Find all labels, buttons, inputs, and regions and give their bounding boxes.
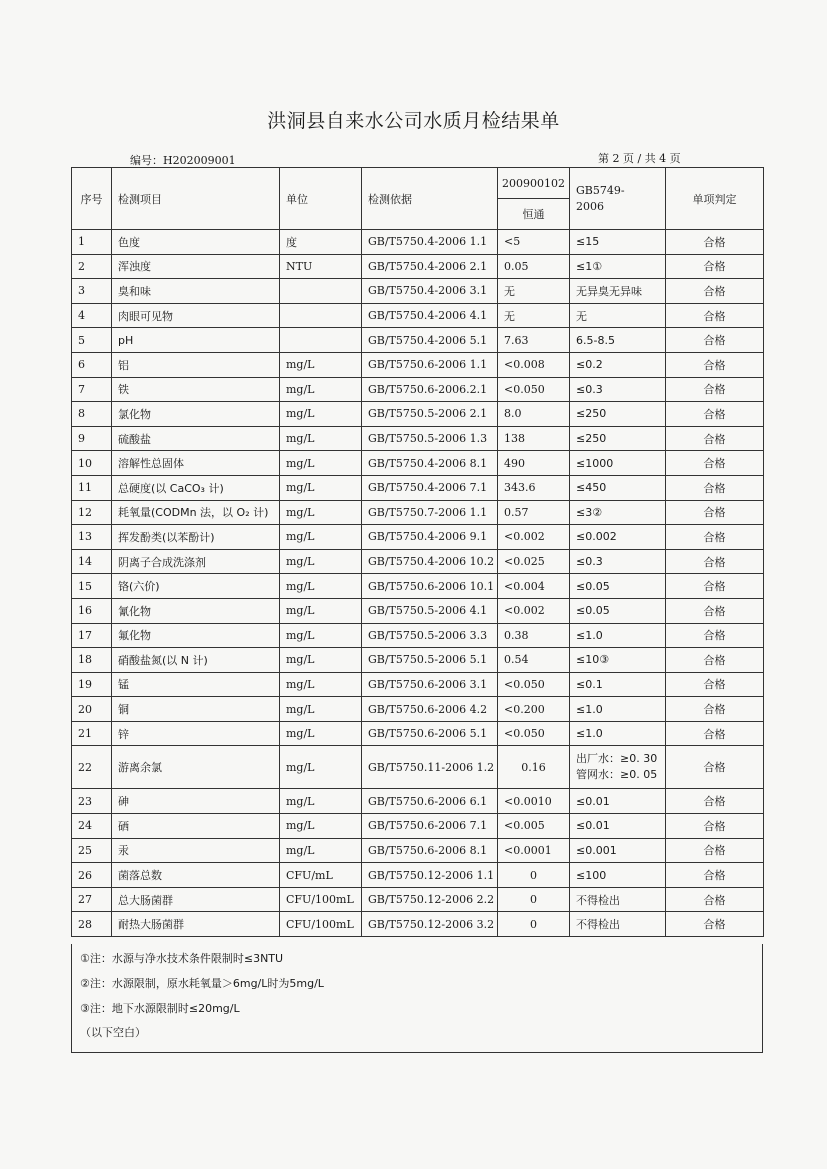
header-standard-line2: 2006 xyxy=(576,199,604,213)
row-verdict: 合格 xyxy=(666,912,764,937)
row-item: 游离余氯 xyxy=(112,746,280,789)
row-item: 浑浊度 xyxy=(112,254,280,279)
row-item: 铝 xyxy=(112,352,280,377)
row-no: 9 xyxy=(72,426,112,451)
row-basis: GB/T5750.6-2006 5.1 xyxy=(362,721,498,746)
row-limit: ≤1000 xyxy=(570,451,666,476)
row-result: <0.0010 xyxy=(498,789,570,814)
row-basis: GB/T5750.4-2006 5.1 xyxy=(362,328,498,353)
row-item: 耗氧量(CODMn 法，以 O₂ 计) xyxy=(112,500,280,525)
row-item: 铜 xyxy=(112,697,280,722)
row-no: 26 xyxy=(72,863,112,888)
row-unit: mg/L xyxy=(280,352,362,377)
row-limit: 不得检出 xyxy=(570,912,666,937)
row-unit: mg/L xyxy=(280,814,362,839)
row-limit-line: 管网水：≥0. 05 xyxy=(576,768,658,782)
row-no: 8 xyxy=(72,402,112,427)
row-no: 24 xyxy=(72,814,112,839)
row-verdict: 合格 xyxy=(666,814,764,839)
row-verdict: 合格 xyxy=(666,500,764,525)
row-limit: ≤0.001 xyxy=(570,838,666,863)
row-basis: GB/T5750.6-2006 4.2 xyxy=(362,697,498,722)
row-unit: mg/L xyxy=(280,721,362,746)
row-unit: CFU/100mL xyxy=(280,912,362,937)
row-item: 锌 xyxy=(112,721,280,746)
row-result: <0.050 xyxy=(498,672,570,697)
row-no: 7 xyxy=(72,377,112,402)
row-limit: 无 xyxy=(570,303,666,328)
row-result: 0.38 xyxy=(498,623,570,648)
row-unit: CFU/mL xyxy=(280,863,362,888)
row-basis: GB/T5750.4-2006 3.1 xyxy=(362,279,498,304)
row-verdict: 合格 xyxy=(666,672,764,697)
row-result: <0.050 xyxy=(498,377,570,402)
row-item: 砷 xyxy=(112,789,280,814)
row-verdict: 合格 xyxy=(666,303,764,328)
table-row xyxy=(72,746,764,789)
row-limit: ≤100 xyxy=(570,863,666,888)
row-no: 10 xyxy=(72,451,112,476)
row-verdict: 合格 xyxy=(666,475,764,500)
table-row xyxy=(72,574,764,599)
row-item: 锰 xyxy=(112,672,280,697)
row-no: 4 xyxy=(72,303,112,328)
row-result: <0.200 xyxy=(498,697,570,722)
table-row xyxy=(72,672,764,697)
row-result: <0.005 xyxy=(498,814,570,839)
row-verdict: 合格 xyxy=(666,254,764,279)
table-row xyxy=(72,475,764,500)
row-item: pH xyxy=(112,328,280,353)
row-limit: 6.5-8.5 xyxy=(570,328,666,353)
row-no: 27 xyxy=(72,887,112,912)
header-sample-name: 恒通 xyxy=(498,199,570,230)
row-no: 6 xyxy=(72,352,112,377)
row-item: 氯化物 xyxy=(112,402,280,427)
row-unit xyxy=(280,279,362,304)
row-result: <0.004 xyxy=(498,574,570,599)
row-basis: GB/T5750.4-2006 8.1 xyxy=(362,451,498,476)
row-verdict: 合格 xyxy=(666,230,764,255)
row-verdict: 合格 xyxy=(666,623,764,648)
row-verdict: 合格 xyxy=(666,525,764,550)
row-unit: mg/L xyxy=(280,838,362,863)
row-basis: GB/T5750.12-2006 1.1 xyxy=(362,863,498,888)
row-limit: ≤0.05 xyxy=(570,574,666,599)
row-result: 0 xyxy=(498,887,570,912)
document-title: 洪洞县自来水公司水质月检结果单 xyxy=(267,110,560,132)
row-limit: ≤0.3 xyxy=(570,377,666,402)
table-row xyxy=(72,648,764,673)
row-limit: ≤1① xyxy=(570,254,666,279)
page-indicator: 第 2 页 / 共 4 页 xyxy=(598,152,681,165)
row-verdict: 合格 xyxy=(666,721,764,746)
note-3: ③注：地下水源限制时≤20mg/L xyxy=(80,1002,240,1015)
row-unit: NTU xyxy=(280,254,362,279)
row-result: <0.050 xyxy=(498,721,570,746)
row-basis: GB/T5750.4-2006 1.1 xyxy=(362,230,498,255)
table-row xyxy=(72,887,764,912)
row-unit: mg/L xyxy=(280,377,362,402)
table-row xyxy=(72,352,764,377)
row-verdict: 合格 xyxy=(666,746,764,789)
row-unit: mg/L xyxy=(280,451,362,476)
row-basis: GB/T5750.6-2006.2.1 xyxy=(362,377,498,402)
row-no: 19 xyxy=(72,672,112,697)
row-item: 臭和味 xyxy=(112,279,280,304)
table-row xyxy=(72,789,764,814)
table-row xyxy=(72,328,764,353)
header-judgement: 单项判定 xyxy=(666,168,764,230)
row-no: 20 xyxy=(72,697,112,722)
row-result: 0.57 xyxy=(498,500,570,525)
header-row xyxy=(72,168,764,199)
row-basis: GB/T5750.4-2006 2.1 xyxy=(362,254,498,279)
row-no: 17 xyxy=(72,623,112,648)
row-basis: GB/T5750.11-2006 1.2 xyxy=(362,746,498,789)
row-unit: mg/L xyxy=(280,697,362,722)
note-1: ①注：水源与净水技术条件限制时≤3NTU xyxy=(80,952,284,965)
row-limit: ≤0.2 xyxy=(570,352,666,377)
row-result: <5 xyxy=(498,230,570,255)
row-basis: GB/T5750.6-2006 3.1 xyxy=(362,672,498,697)
row-limit: ≤450 xyxy=(570,475,666,500)
row-result: 0 xyxy=(498,912,570,937)
row-item: 硝酸盐氮(以 N 计) xyxy=(112,648,280,673)
table-row xyxy=(72,377,764,402)
notes-box xyxy=(71,944,763,1053)
row-verdict: 合格 xyxy=(666,789,764,814)
row-verdict: 合格 xyxy=(666,887,764,912)
note-blank: （以下空白） xyxy=(80,1026,146,1039)
row-limit xyxy=(570,746,666,789)
row-result: <0.002 xyxy=(498,525,570,550)
row-verdict: 合格 xyxy=(666,838,764,863)
row-unit: mg/L xyxy=(280,402,362,427)
table-row xyxy=(72,500,764,525)
table-row xyxy=(72,721,764,746)
row-limit: 无异臭无异味 xyxy=(570,279,666,304)
row-result: <0.008 xyxy=(498,352,570,377)
row-basis: GB/T5750.4-2006 4.1 xyxy=(362,303,498,328)
row-verdict: 合格 xyxy=(666,279,764,304)
row-basis: GB/T5750.4-2006 9.1 xyxy=(362,525,498,550)
row-verdict: 合格 xyxy=(666,598,764,623)
table-row xyxy=(72,863,764,888)
row-result: 0.05 xyxy=(498,254,570,279)
row-unit xyxy=(280,303,362,328)
row-unit: mg/L xyxy=(280,500,362,525)
row-unit: mg/L xyxy=(280,426,362,451)
row-unit: mg/L xyxy=(280,672,362,697)
row-basis: GB/T5750.6-2006 7.1 xyxy=(362,814,498,839)
table-row xyxy=(72,598,764,623)
row-limit: ≤250 xyxy=(570,426,666,451)
row-no: 11 xyxy=(72,475,112,500)
row-result: 0 xyxy=(498,863,570,888)
row-result: <0.0001 xyxy=(498,838,570,863)
row-no: 14 xyxy=(72,549,112,574)
row-unit: mg/L xyxy=(280,475,362,500)
row-limit: ≤1.0 xyxy=(570,697,666,722)
row-result: 0.54 xyxy=(498,648,570,673)
row-result: 7.63 xyxy=(498,328,570,353)
row-item: 耐热大肠菌群 xyxy=(112,912,280,937)
row-verdict: 合格 xyxy=(666,451,764,476)
row-item: 硒 xyxy=(112,814,280,839)
row-basis: GB/T5750.5-2006 2.1 xyxy=(362,402,498,427)
row-no: 2 xyxy=(72,254,112,279)
row-result: <0.025 xyxy=(498,549,570,574)
row-no: 12 xyxy=(72,500,112,525)
row-item: 溶解性总固体 xyxy=(112,451,280,476)
row-limit: ≤15 xyxy=(570,230,666,255)
row-no: 1 xyxy=(72,230,112,255)
row-unit: mg/L xyxy=(280,648,362,673)
row-no: 28 xyxy=(72,912,112,937)
row-unit: mg/L xyxy=(280,574,362,599)
row-basis: GB/T5750.4-2006 7.1 xyxy=(362,475,498,500)
row-basis: GB/T5750.5-2006 4.1 xyxy=(362,598,498,623)
row-result: 0.16 xyxy=(498,746,570,789)
table-row xyxy=(72,912,764,937)
row-limit: ≤10③ xyxy=(570,648,666,673)
row-limit: ≤1.0 xyxy=(570,623,666,648)
header-standard xyxy=(570,168,666,230)
row-verdict: 合格 xyxy=(666,549,764,574)
row-item: 汞 xyxy=(112,838,280,863)
row-verdict: 合格 xyxy=(666,402,764,427)
results-table xyxy=(71,167,764,937)
row-result: 无 xyxy=(498,279,570,304)
table-row xyxy=(72,402,764,427)
row-basis: GB/T5750.7-2006 1.1 xyxy=(362,500,498,525)
row-item: 氟化物 xyxy=(112,623,280,648)
table-row xyxy=(72,838,764,863)
row-no: 23 xyxy=(72,789,112,814)
table-row xyxy=(72,279,764,304)
row-item: 铬(六价) xyxy=(112,574,280,599)
row-limit: ≤0.1 xyxy=(570,672,666,697)
row-result: <0.002 xyxy=(498,598,570,623)
row-result: 无 xyxy=(498,303,570,328)
row-basis: GB/T5750.4-2006 10.2 xyxy=(362,549,498,574)
header-basis: 检测依据 xyxy=(362,168,498,230)
row-item: 色度 xyxy=(112,230,280,255)
row-item: 总硬度(以 CaCO₃ 计) xyxy=(112,475,280,500)
row-item: 肉眼可见物 xyxy=(112,303,280,328)
row-no: 25 xyxy=(72,838,112,863)
row-no: 22 xyxy=(72,746,112,789)
row-basis: GB/T5750.6-2006 8.1 xyxy=(362,838,498,863)
row-verdict: 合格 xyxy=(666,377,764,402)
row-verdict: 合格 xyxy=(666,426,764,451)
row-limit: ≤0.05 xyxy=(570,598,666,623)
row-unit: mg/L xyxy=(280,746,362,789)
row-item: 挥发酚类(以苯酚计) xyxy=(112,525,280,550)
row-basis: GB/T5750.12-2006 3.2 xyxy=(362,912,498,937)
row-result: 343.6 xyxy=(498,475,570,500)
row-item: 硫酸盐 xyxy=(112,426,280,451)
row-verdict: 合格 xyxy=(666,648,764,673)
row-basis: GB/T5750.6-2006 6.1 xyxy=(362,789,498,814)
row-unit: mg/L xyxy=(280,598,362,623)
row-basis: GB/T5750.12-2006 2.2 xyxy=(362,887,498,912)
row-unit: mg/L xyxy=(280,789,362,814)
header-item: 检测项目 xyxy=(112,168,280,230)
table-row xyxy=(72,303,764,328)
table-row xyxy=(72,697,764,722)
row-limit: ≤1.0 xyxy=(570,721,666,746)
row-no: 15 xyxy=(72,574,112,599)
row-limit: ≤0.01 xyxy=(570,814,666,839)
table-row xyxy=(72,814,764,839)
table-row xyxy=(72,426,764,451)
row-verdict: 合格 xyxy=(666,697,764,722)
row-basis: GB/T5750.6-2006 10.1 xyxy=(362,574,498,599)
note-2: ②注：水源限制，原水耗氧量＞6mg/L时为5mg/L xyxy=(80,977,324,990)
row-no: 13 xyxy=(72,525,112,550)
row-item: 氰化物 xyxy=(112,598,280,623)
row-limit: ≤250 xyxy=(570,402,666,427)
row-limit: ≤0.3 xyxy=(570,549,666,574)
row-no: 16 xyxy=(72,598,112,623)
row-no: 21 xyxy=(72,721,112,746)
header-unit: 单位 xyxy=(280,168,362,230)
header-no: 序号 xyxy=(72,168,112,230)
table-row xyxy=(72,230,764,255)
row-limit: 不得检出 xyxy=(570,887,666,912)
row-unit: 度 xyxy=(280,230,362,255)
row-no: 5 xyxy=(72,328,112,353)
row-item: 总大肠菌群 xyxy=(112,887,280,912)
row-item: 铁 xyxy=(112,377,280,402)
table-row xyxy=(72,549,764,574)
row-no: 3 xyxy=(72,279,112,304)
serial-number: 编号：H202009001 xyxy=(130,154,236,167)
row-basis: GB/T5750.5-2006 1.3 xyxy=(362,426,498,451)
row-item: 菌落总数 xyxy=(112,863,280,888)
row-unit: CFU/100mL xyxy=(280,887,362,912)
row-verdict: 合格 xyxy=(666,328,764,353)
row-verdict: 合格 xyxy=(666,352,764,377)
row-limit: ≤0.002 xyxy=(570,525,666,550)
row-result: 8.0 xyxy=(498,402,570,427)
row-unit xyxy=(280,328,362,353)
row-unit: mg/L xyxy=(280,525,362,550)
row-no: 18 xyxy=(72,648,112,673)
row-limit-line: 出厂水：≥0. 30 xyxy=(576,752,658,766)
header-standard-line1: GB5749- xyxy=(576,183,625,197)
row-unit: mg/L xyxy=(280,549,362,574)
row-verdict: 合格 xyxy=(666,863,764,888)
table-row xyxy=(72,254,764,279)
row-limit: ≤0.01 xyxy=(570,789,666,814)
table-row xyxy=(72,525,764,550)
row-result: 490 xyxy=(498,451,570,476)
row-item: 阴离子合成洗涤剂 xyxy=(112,549,280,574)
row-result: 138 xyxy=(498,426,570,451)
row-verdict: 合格 xyxy=(666,574,764,599)
row-unit: mg/L xyxy=(280,623,362,648)
table-row xyxy=(72,451,764,476)
header-sample-id: 200900102 xyxy=(498,168,570,199)
table-row xyxy=(72,623,764,648)
row-basis: GB/T5750.5-2006 3.3 xyxy=(362,623,498,648)
row-basis: GB/T5750.5-2006 5.1 xyxy=(362,648,498,673)
row-limit: ≤3② xyxy=(570,500,666,525)
row-basis: GB/T5750.6-2006 1.1 xyxy=(362,352,498,377)
